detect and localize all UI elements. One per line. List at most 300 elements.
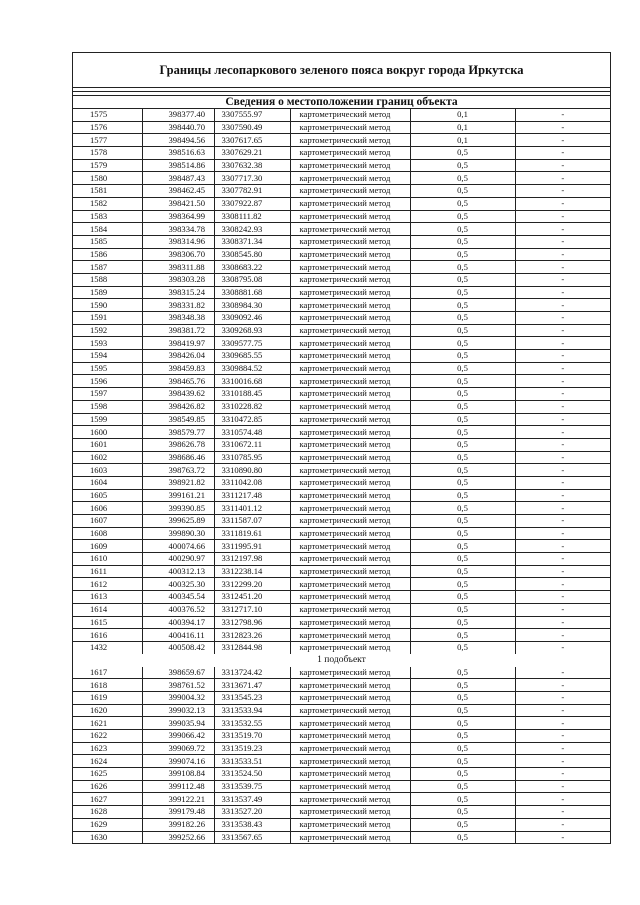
table-row xyxy=(73,629,610,642)
table-row xyxy=(73,578,610,591)
point-number-cell: 1584 xyxy=(73,223,142,236)
method-cell: картометрический метод xyxy=(290,742,410,755)
coord-y-cell: 3313538.43 xyxy=(214,818,290,831)
point-number-cell: 1589 xyxy=(73,286,142,299)
point-number-cell: 1620 xyxy=(73,704,142,717)
point-number-cell: 1623 xyxy=(73,742,142,755)
description-cell: - xyxy=(515,730,610,743)
method-cell: картометрический метод xyxy=(290,591,410,604)
accuracy-cell: 0,5 xyxy=(410,793,515,806)
table-row xyxy=(73,565,610,578)
point-number-cell: 1575 xyxy=(73,109,142,121)
point-number-cell: 1582 xyxy=(73,197,142,210)
coord-y-cell: 3311042.08 xyxy=(214,476,290,489)
table-row xyxy=(73,489,610,502)
description-cell: - xyxy=(515,540,610,553)
coord-x-cell: 400345.54 xyxy=(142,591,214,604)
coord-x-cell: 398426.82 xyxy=(142,400,214,413)
table-row xyxy=(73,553,610,566)
accuracy-cell: 0,5 xyxy=(410,691,515,704)
method-cell: картометрический метод xyxy=(290,223,410,236)
method-cell: картометрический метод xyxy=(290,299,410,312)
coord-x-cell: 398659.67 xyxy=(142,667,214,679)
coord-x-cell: 399112.48 xyxy=(142,780,214,793)
description-cell: - xyxy=(515,679,610,692)
table-row xyxy=(73,515,610,528)
coord-y-cell: 3310890.80 xyxy=(214,464,290,477)
table-row xyxy=(73,413,610,426)
coord-x-cell: 398579.77 xyxy=(142,426,214,439)
table-row xyxy=(73,780,610,793)
table-row xyxy=(73,210,610,223)
description-cell: - xyxy=(515,248,610,261)
point-number-cell: 1608 xyxy=(73,527,142,540)
description-cell: - xyxy=(515,780,610,793)
table-row xyxy=(73,375,610,388)
accuracy-cell: 0,5 xyxy=(410,362,515,375)
description-cell: - xyxy=(515,286,610,299)
method-cell: картометрический метод xyxy=(290,248,410,261)
method-cell: картометрический метод xyxy=(290,527,410,540)
point-number-cell: 1609 xyxy=(73,540,142,553)
table-row xyxy=(73,286,610,299)
point-number-cell: 1592 xyxy=(73,324,142,337)
description-cell: - xyxy=(515,515,610,528)
table-row xyxy=(73,337,610,350)
point-number-cell: 1587 xyxy=(73,261,142,274)
point-number-cell: 1622 xyxy=(73,730,142,743)
method-cell: картометрический метод xyxy=(290,261,410,274)
coord-x-cell: 400416.11 xyxy=(142,629,214,642)
description-cell: - xyxy=(515,109,610,121)
description-cell: - xyxy=(515,464,610,477)
accuracy-cell: 0,5 xyxy=(410,742,515,755)
coord-y-cell: 3310472.85 xyxy=(214,413,290,426)
description-cell: - xyxy=(515,691,610,704)
method-cell: картометрический метод xyxy=(290,286,410,299)
coord-x-cell: 398487.43 xyxy=(142,172,214,185)
coord-x-cell: 399390.85 xyxy=(142,502,214,515)
point-number-cell: 1595 xyxy=(73,362,142,375)
description-cell: - xyxy=(515,185,610,198)
coord-y-cell: 3310785.95 xyxy=(214,451,290,464)
description-cell: - xyxy=(515,197,610,210)
description-cell: - xyxy=(515,502,610,515)
method-cell: картометрический метод xyxy=(290,616,410,629)
table-row xyxy=(73,197,610,210)
table-row xyxy=(73,172,610,185)
description-cell: - xyxy=(515,235,610,248)
point-number-cell: 1606 xyxy=(73,502,142,515)
section-heading: Сведения о местоположении границ объекта xyxy=(73,96,610,109)
accuracy-cell: 0,5 xyxy=(410,261,515,274)
table-row xyxy=(73,717,610,730)
coord-y-cell: 3313533.94 xyxy=(214,704,290,717)
coord-y-cell: 3312238.14 xyxy=(214,565,290,578)
accuracy-cell: 0,5 xyxy=(410,704,515,717)
description-cell: - xyxy=(515,831,610,843)
point-number-cell: 1577 xyxy=(73,134,142,147)
accuracy-cell: 0,5 xyxy=(410,337,515,350)
method-cell: картометрический метод xyxy=(290,312,410,325)
coord-y-cell: 3313567.65 xyxy=(214,831,290,843)
method-cell: картометрический метод xyxy=(290,438,410,451)
table-row xyxy=(73,350,610,363)
description-cell: - xyxy=(515,438,610,451)
coord-x-cell: 399179.48 xyxy=(142,806,214,819)
method-cell: картометрический метод xyxy=(290,679,410,692)
point-number-cell: 1621 xyxy=(73,717,142,730)
description-cell: - xyxy=(515,413,610,426)
coord-y-cell: 3311819.61 xyxy=(214,527,290,540)
description-cell: - xyxy=(515,312,610,325)
method-cell: картометрический метод xyxy=(290,273,410,286)
coord-y-cell: 3307590.49 xyxy=(214,121,290,134)
method-cell: картометрический метод xyxy=(290,197,410,210)
description-cell: - xyxy=(515,768,610,781)
description-cell: - xyxy=(515,793,610,806)
table-row xyxy=(73,299,610,312)
accuracy-cell: 0,5 xyxy=(410,159,515,172)
coord-x-cell: 398761.52 xyxy=(142,679,214,692)
table-row xyxy=(73,248,610,261)
accuracy-cell: 0,5 xyxy=(410,768,515,781)
coord-y-cell: 3307717.30 xyxy=(214,172,290,185)
coord-x-cell: 398921.82 xyxy=(142,476,214,489)
coord-x-cell: 398462.45 xyxy=(142,185,214,198)
table-row xyxy=(73,831,610,843)
accuracy-cell: 0,5 xyxy=(410,515,515,528)
coord-x-cell: 398314.96 xyxy=(142,235,214,248)
table-row xyxy=(73,667,610,679)
coord-y-cell: 3307782.91 xyxy=(214,185,290,198)
method-cell: картометрический метод xyxy=(290,121,410,134)
point-number-cell: 1616 xyxy=(73,629,142,642)
description-cell: - xyxy=(515,362,610,375)
point-number-cell: 1591 xyxy=(73,312,142,325)
coord-y-cell: 3311217.48 xyxy=(214,489,290,502)
accuracy-cell: 0,5 xyxy=(410,553,515,566)
table-row xyxy=(73,502,610,515)
description-cell: - xyxy=(515,223,610,236)
method-cell: картометрический метод xyxy=(290,793,410,806)
accuracy-cell: 0,1 xyxy=(410,121,515,134)
accuracy-cell: 0,5 xyxy=(410,312,515,325)
coord-x-cell: 398334.78 xyxy=(142,223,214,236)
coord-y-cell: 3310228.82 xyxy=(214,400,290,413)
coord-y-cell: 3312299.20 xyxy=(214,578,290,591)
table-row xyxy=(73,603,610,616)
table-row xyxy=(73,400,610,413)
coord-y-cell: 3312717.10 xyxy=(214,603,290,616)
accuracy-cell: 0,5 xyxy=(410,540,515,553)
coord-y-cell: 3307617.65 xyxy=(214,134,290,147)
point-number-cell: 1599 xyxy=(73,413,142,426)
coord-x-cell: 398465.76 xyxy=(142,375,214,388)
table-row xyxy=(73,388,610,401)
table-row xyxy=(73,818,610,831)
description-cell: - xyxy=(515,476,610,489)
description-cell: - xyxy=(515,818,610,831)
coord-y-cell: 3308881.68 xyxy=(214,286,290,299)
method-cell: картометрический метод xyxy=(290,476,410,489)
method-cell: картометрический метод xyxy=(290,235,410,248)
coord-y-cell: 3312197.98 xyxy=(214,553,290,566)
coord-y-cell: 3309092.46 xyxy=(214,312,290,325)
point-number-cell: 1629 xyxy=(73,818,142,831)
table-row xyxy=(73,223,610,236)
coord-x-cell: 399108.84 xyxy=(142,768,214,781)
accuracy-cell: 0,5 xyxy=(410,413,515,426)
coord-y-cell: 3313724.42 xyxy=(214,667,290,679)
accuracy-cell: 0,5 xyxy=(410,286,515,299)
description-cell: - xyxy=(515,755,610,768)
point-number-cell: 1613 xyxy=(73,591,142,604)
method-cell: картометрический метод xyxy=(290,578,410,591)
point-number-cell: 1625 xyxy=(73,768,142,781)
accuracy-cell: 0,5 xyxy=(410,831,515,843)
table-row xyxy=(73,426,610,439)
method-cell: картометрический метод xyxy=(290,755,410,768)
coord-y-cell: 3307922.87 xyxy=(214,197,290,210)
coord-y-cell: 3309268.93 xyxy=(214,324,290,337)
accuracy-cell: 0,5 xyxy=(410,185,515,198)
point-number-cell: 1590 xyxy=(73,299,142,312)
coord-x-cell: 398331.82 xyxy=(142,299,214,312)
table-row xyxy=(73,451,610,464)
description-cell: - xyxy=(515,400,610,413)
accuracy-cell: 0,5 xyxy=(410,565,515,578)
coord-x-cell: 398426.04 xyxy=(142,350,214,363)
accuracy-cell: 0,5 xyxy=(410,248,515,261)
table-row xyxy=(73,793,610,806)
method-cell: картометрический метод xyxy=(290,413,410,426)
description-cell: - xyxy=(515,553,610,566)
coord-x-cell: 400074.66 xyxy=(142,540,214,553)
coord-y-cell: 3308242.93 xyxy=(214,223,290,236)
coord-x-cell: 400376.52 xyxy=(142,603,214,616)
subobject-header xyxy=(73,654,610,667)
coord-x-cell: 399890.30 xyxy=(142,527,214,540)
accuracy-cell: 0,5 xyxy=(410,172,515,185)
method-cell: картометрический метод xyxy=(290,210,410,223)
point-number-cell: 1579 xyxy=(73,159,142,172)
accuracy-cell: 0,5 xyxy=(410,197,515,210)
description-cell: - xyxy=(515,578,610,591)
description-cell: - xyxy=(515,350,610,363)
coord-x-cell: 398311.88 xyxy=(142,261,214,274)
point-number-cell: 1578 xyxy=(73,147,142,160)
accuracy-cell: 0,5 xyxy=(410,147,515,160)
description-cell: - xyxy=(515,337,610,350)
table-row xyxy=(73,185,610,198)
coord-y-cell: 3310574.48 xyxy=(214,426,290,439)
accuracy-cell: 0,5 xyxy=(410,223,515,236)
coord-x-cell: 398459.83 xyxy=(142,362,214,375)
coord-y-cell: 3312798.96 xyxy=(214,616,290,629)
accuracy-cell: 0,5 xyxy=(410,324,515,337)
point-number-cell: 1581 xyxy=(73,185,142,198)
table-row xyxy=(73,121,610,134)
table-row xyxy=(73,109,610,121)
coordinates-table xyxy=(73,109,610,843)
coord-y-cell: 3310016.68 xyxy=(214,375,290,388)
coord-y-cell: 3313524.50 xyxy=(214,768,290,781)
method-cell: картометрический метод xyxy=(290,565,410,578)
accuracy-cell: 0,5 xyxy=(410,667,515,679)
accuracy-cell: 0,1 xyxy=(410,134,515,147)
table-row xyxy=(73,438,610,451)
coord-y-cell: 3309884.52 xyxy=(214,362,290,375)
point-number-cell: 1610 xyxy=(73,553,142,566)
coord-y-cell: 3312844.98 xyxy=(214,641,290,653)
point-number-cell: 1611 xyxy=(73,565,142,578)
method-cell: картометрический метод xyxy=(290,768,410,781)
accuracy-cell: 0,5 xyxy=(410,679,515,692)
accuracy-cell: 0,5 xyxy=(410,629,515,642)
coord-x-cell: 400290.97 xyxy=(142,553,214,566)
accuracy-cell: 0,5 xyxy=(410,388,515,401)
table-row xyxy=(73,730,610,743)
description-cell: - xyxy=(515,489,610,502)
table-row xyxy=(73,704,610,717)
accuracy-cell: 0,5 xyxy=(410,641,515,653)
point-number-cell: 1597 xyxy=(73,388,142,401)
method-cell: картометрический метод xyxy=(290,553,410,566)
coord-y-cell: 3311995.91 xyxy=(214,540,290,553)
table-row xyxy=(73,159,610,172)
description-cell: - xyxy=(515,159,610,172)
description-cell: - xyxy=(515,388,610,401)
coord-x-cell: 399161.21 xyxy=(142,489,214,502)
point-number-cell: 1586 xyxy=(73,248,142,261)
coord-x-cell: 399182.26 xyxy=(142,818,214,831)
table-row xyxy=(73,147,610,160)
coord-x-cell: 400508.42 xyxy=(142,641,214,653)
accuracy-cell: 0,5 xyxy=(410,375,515,388)
method-cell: картометрический метод xyxy=(290,780,410,793)
description-cell: - xyxy=(515,629,610,642)
accuracy-cell: 0,5 xyxy=(410,502,515,515)
accuracy-cell: 0,1 xyxy=(410,109,515,121)
method-cell: картометрический метод xyxy=(290,159,410,172)
method-cell: картометрический метод xyxy=(290,691,410,704)
method-cell: картометрический метод xyxy=(290,806,410,819)
method-cell: картометрический метод xyxy=(290,147,410,160)
coord-x-cell: 398494.56 xyxy=(142,134,214,147)
coord-y-cell: 3308795.08 xyxy=(214,273,290,286)
coord-y-cell: 3313519.70 xyxy=(214,730,290,743)
coord-x-cell: 400394.17 xyxy=(142,616,214,629)
accuracy-cell: 0,5 xyxy=(410,350,515,363)
description-cell: - xyxy=(515,565,610,578)
coord-y-cell: 3307629.21 xyxy=(214,147,290,160)
method-cell: картометрический метод xyxy=(290,629,410,642)
table-row xyxy=(73,476,610,489)
point-number-cell: 1601 xyxy=(73,438,142,451)
table-row xyxy=(73,755,610,768)
point-number-cell: 1627 xyxy=(73,793,142,806)
description-cell: - xyxy=(515,806,610,819)
method-cell: картометрический метод xyxy=(290,515,410,528)
table-row xyxy=(73,768,610,781)
description-cell: - xyxy=(515,299,610,312)
description-cell: - xyxy=(515,667,610,679)
method-cell: картометрический метод xyxy=(290,362,410,375)
method-cell: картометрический метод xyxy=(290,324,410,337)
coord-x-cell: 399035.94 xyxy=(142,717,214,730)
point-number-cell: 1619 xyxy=(73,691,142,704)
accuracy-cell: 0,5 xyxy=(410,527,515,540)
coord-x-cell: 399252.66 xyxy=(142,831,214,843)
point-number-cell: 1618 xyxy=(73,679,142,692)
coord-x-cell: 398419.97 xyxy=(142,337,214,350)
description-cell: - xyxy=(515,210,610,223)
coord-y-cell: 3307632.38 xyxy=(214,159,290,172)
table-row xyxy=(73,273,610,286)
point-number-cell: 1596 xyxy=(73,375,142,388)
point-number-cell: 1598 xyxy=(73,400,142,413)
method-cell: картометрический метод xyxy=(290,489,410,502)
table-row xyxy=(73,806,610,819)
table-row xyxy=(73,527,610,540)
table-row xyxy=(73,261,610,274)
table-row xyxy=(73,362,610,375)
point-number-cell: 1580 xyxy=(73,172,142,185)
description-cell: - xyxy=(515,527,610,540)
point-number-cell: 1432 xyxy=(73,641,142,653)
coord-y-cell: 3313527.20 xyxy=(214,806,290,819)
point-number-cell: 1615 xyxy=(73,616,142,629)
accuracy-cell: 0,5 xyxy=(410,818,515,831)
method-cell: картометрический метод xyxy=(290,337,410,350)
coord-y-cell: 3307555.97 xyxy=(214,109,290,121)
point-number-cell: 1614 xyxy=(73,603,142,616)
coord-x-cell: 399032.13 xyxy=(142,704,214,717)
description-cell: - xyxy=(515,375,610,388)
coord-y-cell: 3313533.51 xyxy=(214,755,290,768)
coord-y-cell: 3308111.82 xyxy=(214,210,290,223)
accuracy-cell: 0,5 xyxy=(410,451,515,464)
point-number-cell: 1630 xyxy=(73,831,142,843)
method-cell: картометрический метод xyxy=(290,603,410,616)
method-cell: картометрический метод xyxy=(290,502,410,515)
method-cell: картометрический метод xyxy=(290,464,410,477)
accuracy-cell: 0,5 xyxy=(410,730,515,743)
method-cell: картометрический метод xyxy=(290,400,410,413)
coord-y-cell: 3313519.23 xyxy=(214,742,290,755)
coord-x-cell: 398440.70 xyxy=(142,121,214,134)
subobject-row xyxy=(73,654,610,667)
accuracy-cell: 0,5 xyxy=(410,806,515,819)
method-cell: картометрический метод xyxy=(290,717,410,730)
table-row xyxy=(73,616,610,629)
point-number-cell: 1583 xyxy=(73,210,142,223)
accuracy-cell: 0,5 xyxy=(410,400,515,413)
coord-x-cell: 398549.85 xyxy=(142,413,214,426)
point-number-cell: 1607 xyxy=(73,515,142,528)
method-cell: картометрический метод xyxy=(290,109,410,121)
method-cell: картометрический метод xyxy=(290,641,410,653)
method-cell: картометрический метод xyxy=(290,426,410,439)
coord-x-cell: 398439.62 xyxy=(142,388,214,401)
table-row xyxy=(73,742,610,755)
accuracy-cell: 0,5 xyxy=(410,603,515,616)
description-cell: - xyxy=(515,134,610,147)
method-cell: картометрический метод xyxy=(290,375,410,388)
description-cell: - xyxy=(515,324,610,337)
coord-y-cell: 3313545.23 xyxy=(214,691,290,704)
